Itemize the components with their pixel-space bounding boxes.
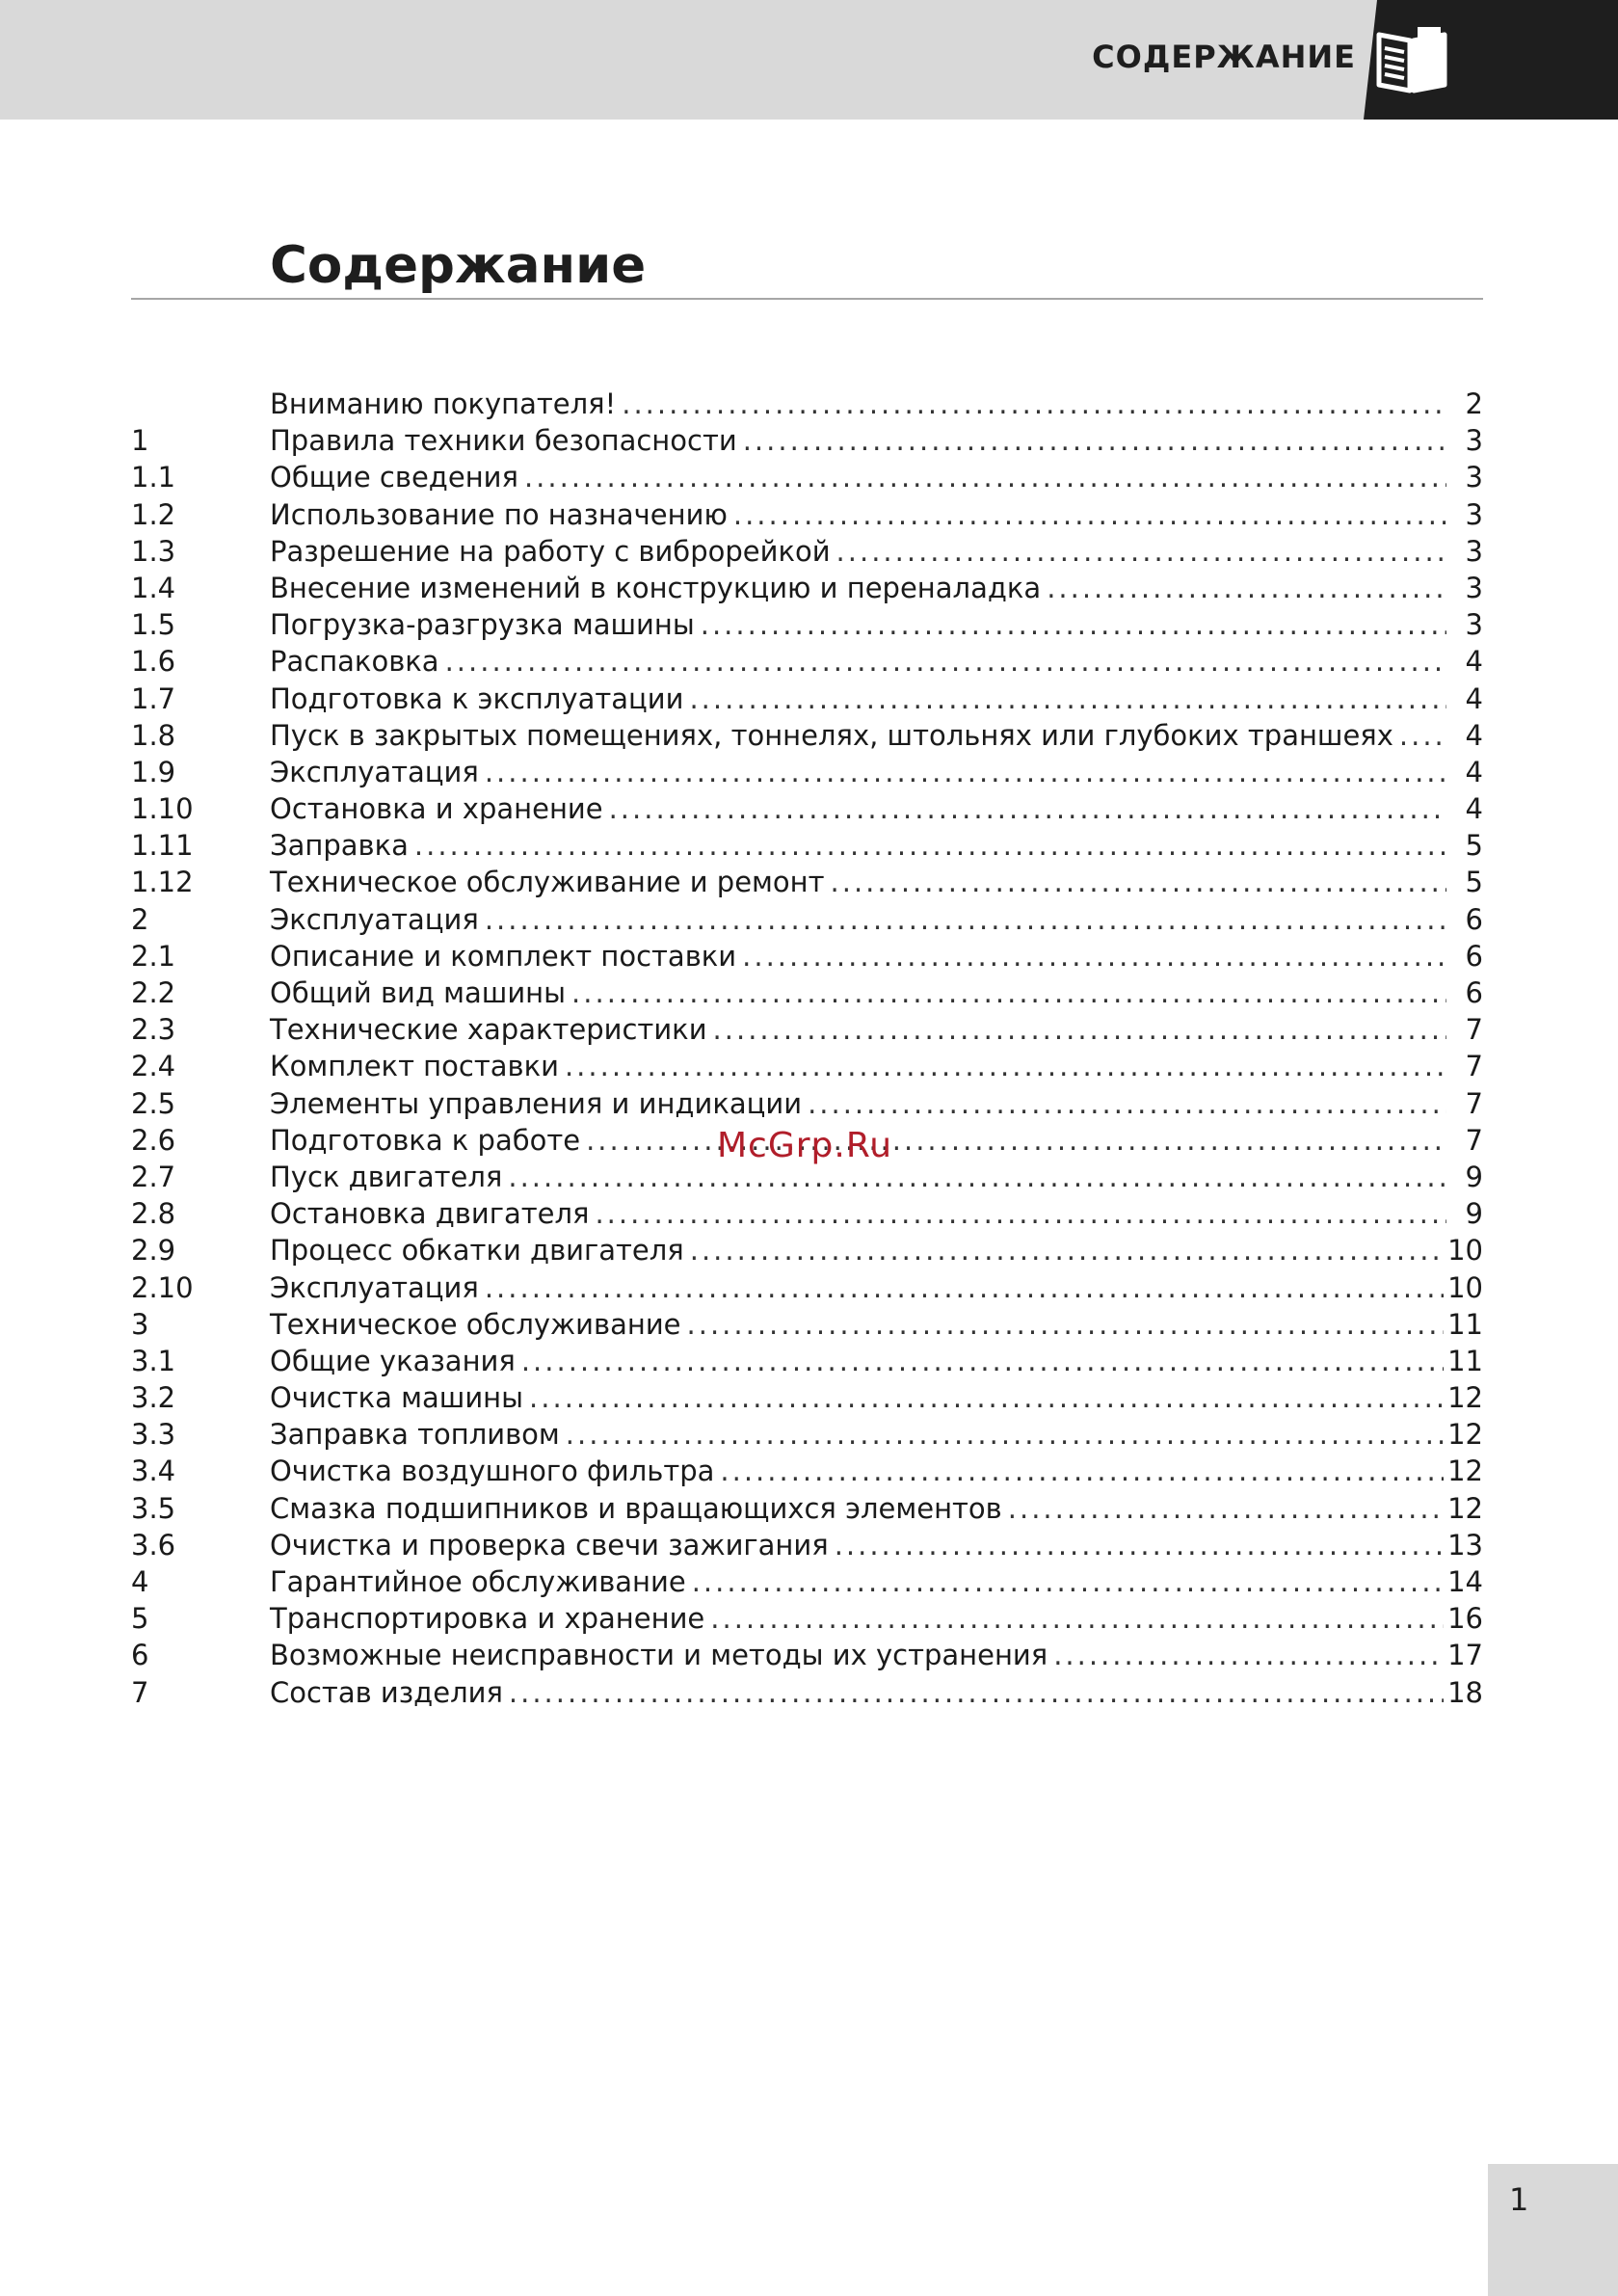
toc-page-number: 5 [1465,829,1483,863]
toc-section-title: Смазка подшипников и вращающихся элементов [270,1491,1002,1525]
toc-section-number: 1.1 [131,461,176,494]
toc-dot-leader [586,1122,1446,1159]
toc-dot-leader [521,1343,1444,1379]
toc-section-number: 2.10 [131,1270,194,1304]
toc-dot-leader [571,974,1446,1011]
toc-section-title: Заправка [270,829,409,863]
book-icon [1373,23,1450,94]
toc-section-title: Элементы управления и индикации [270,1086,803,1120]
toc-page-number: 3 [1465,534,1483,568]
page-title: Содержание [270,236,647,295]
toc-section-number: 1.4 [131,571,176,604]
toc-section-title: Комплект поставки [270,1050,559,1083]
toc-row[interactable] [131,938,1483,974]
toc-section-title: Эксплуатация [270,1270,479,1304]
toc-page-number: 3 [1465,571,1483,604]
toc-section-title: Подготовка к работе [270,1123,581,1157]
toc-dot-leader [445,643,1446,680]
toc-section-number: 2.8 [131,1197,176,1231]
toc-page-number: 11 [1447,1307,1483,1341]
toc-row[interactable] [131,717,1483,754]
toc-page-number: 5 [1465,866,1483,899]
toc-dot-leader [1053,1637,1444,1673]
toc-section-number: 3.3 [131,1418,176,1452]
toc-section-title: Остановка и хранение [270,792,603,826]
toc-dot-leader [595,1195,1446,1232]
toc-section-number: 3.1 [131,1344,176,1377]
toc-section-title: Возможные неисправности и методы их устранения [270,1639,1048,1672]
toc-section-number: 1.10 [131,792,194,826]
toc-dot-leader [713,1011,1446,1048]
toc-section-title: Техническое обслуживание [270,1307,681,1341]
toc-section-title: Остановка двигателя [270,1197,590,1231]
toc-row[interactable] [131,754,1483,790]
toc-page-number: 4 [1465,755,1483,788]
toc-section-title: Транспортировка и хранение [270,1602,705,1636]
toc-row[interactable] [131,422,1483,459]
toc-section-title: Заправка топливом [270,1418,560,1452]
toc-dot-leader [742,938,1446,974]
toc-page-number: 6 [1465,902,1483,936]
toc-row[interactable] [131,1563,1483,1600]
toc-section-title: Эксплуатация [270,755,479,788]
toc-dot-leader [808,1085,1446,1122]
toc-page-number: 14 [1447,1565,1483,1598]
toc-section-title: Разрешение на работу с виброрейкой [270,534,831,568]
toc-row[interactable] [131,1527,1483,1563]
toc-section-title: Очистка и проверка свечи зажигания [270,1528,829,1562]
toc-section-number: 1.7 [131,681,176,715]
toc-row[interactable] [131,643,1483,680]
toc-row[interactable] [131,681,1483,717]
toc-page-number: 10 [1447,1270,1483,1304]
toc-row[interactable] [131,386,1483,422]
title-divider [131,298,1483,300]
toc-section-number: 1.8 [131,718,176,752]
toc-row[interactable] [131,864,1483,900]
toc-dot-leader [485,754,1446,790]
toc-section-title: Состав изделия [270,1675,503,1709]
toc-dot-leader [622,386,1446,422]
toc-dot-leader [529,1379,1444,1416]
toc-section-number: 1.6 [131,645,176,679]
toc-dot-leader [609,790,1446,827]
toc-section-title: Гарантийное обслуживание [270,1565,686,1598]
toc-row[interactable] [131,901,1483,938]
toc-dot-leader [710,1600,1444,1637]
toc-section-title: Общий вид машины [270,976,567,1009]
toc-section-number: 3.5 [131,1491,176,1525]
toc-section-number: 1.2 [131,497,176,531]
toc-section-title: Пуск в закрытых помещениях, тоннелях, штольнях или глубоких траншеях [270,718,1393,752]
toc-page-number: 7 [1465,1050,1483,1083]
toc-row[interactable] [131,1453,1483,1489]
toc-dot-leader [720,1453,1444,1489]
toc-dot-leader [836,533,1446,570]
toc-dot-leader [689,681,1446,717]
table-of-contents [131,386,1483,1711]
toc-page-number: 12 [1447,1491,1483,1525]
toc-page-number: 4 [1465,718,1483,752]
toc-row[interactable] [131,1674,1483,1711]
toc-row[interactable] [131,1600,1483,1637]
toc-section-title: Погрузка-разгрузка машины [270,608,695,642]
toc-section-number: 2.2 [131,976,176,1009]
toc-section-title: Вниманию покупателя! [270,387,617,420]
toc-row[interactable] [131,1269,1483,1306]
toc-dot-leader [692,1563,1444,1600]
toc-section-number: 2.1 [131,939,176,973]
toc-section-number: 2.6 [131,1123,176,1157]
toc-row[interactable] [131,1195,1483,1232]
toc-dot-leader [508,1159,1446,1195]
toc-dot-leader [414,827,1446,864]
section-label: СОДЕРЖАНИЕ [1092,39,1356,75]
toc-section-number: 7 [131,1675,149,1709]
toc-row[interactable] [131,533,1483,570]
toc-page-number: 6 [1465,939,1483,973]
toc-section-number: 3.6 [131,1528,176,1562]
toc-dot-leader [701,606,1446,643]
toc-page-number: 4 [1465,792,1483,826]
toc-page-number: 4 [1465,681,1483,715]
toc-dot-leader [566,1416,1444,1453]
toc-section-number: 2.7 [131,1160,176,1193]
toc-page-number: 7 [1465,1086,1483,1120]
toc-section-title: Правила техники безопасности [270,424,737,458]
toc-page-number: 12 [1447,1455,1483,1488]
toc-section-number: 2 [131,902,149,936]
toc-section-title: Технические характеристики [270,1013,707,1047]
watermark: McGrp.Ru [717,1126,893,1165]
toc-section-title: Использование по назначению [270,497,728,531]
toc-section-number: 1.12 [131,866,194,899]
toc-page-number: 13 [1447,1528,1483,1562]
toc-dot-leader [509,1674,1444,1711]
toc-section-title: Распаковка [270,645,439,679]
page-number-box [1488,2164,1618,2296]
toc-section-number: 5 [131,1602,149,1636]
toc-section-title: Процесс обкатки двигателя [270,1234,684,1268]
toc-dot-leader [485,1269,1444,1306]
toc-page-number: 6 [1465,976,1483,1009]
toc-section-number: 2.3 [131,1013,176,1047]
toc-dot-leader [733,496,1446,533]
toc-row[interactable] [131,459,1483,495]
toc-section-title: Очистка воздушного фильтра [270,1455,715,1488]
toc-dot-leader [687,1306,1445,1343]
toc-page-number: 10 [1447,1234,1483,1268]
toc-section-title: Подготовка к эксплуатации [270,681,684,715]
toc-dot-leader [524,459,1446,495]
toc-section-number: 1 [131,424,149,458]
toc-row[interactable] [131,974,1483,1011]
page-number: 1 [1509,2181,1529,2218]
toc-page-number: 18 [1447,1675,1483,1709]
toc-page-number: 9 [1465,1160,1483,1193]
toc-row[interactable] [131,570,1483,606]
toc-row[interactable] [131,606,1483,643]
toc-section-number: 2.5 [131,1086,176,1120]
toc-page-number: 17 [1447,1639,1483,1672]
toc-page-number: 3 [1465,497,1483,531]
toc-section-title: Общие сведения [270,461,518,494]
toc-row[interactable] [131,1306,1483,1343]
toc-section-number: 2.4 [131,1050,176,1083]
toc-section-title: Техническое обслуживание и ремонт [270,866,825,899]
toc-row[interactable] [131,1048,1483,1084]
toc-page-number: 3 [1465,608,1483,642]
toc-section-title: Эксплуатация [270,902,479,936]
toc-page-number: 2 [1465,387,1483,420]
toc-dot-leader [835,1527,1444,1563]
toc-section-number: 1.5 [131,608,176,642]
toc-row[interactable] [131,1416,1483,1453]
toc-dot-leader [743,422,1446,459]
toc-section-number: 3 [131,1307,149,1341]
toc-dot-leader [690,1232,1444,1268]
toc-page-number: 16 [1447,1602,1483,1636]
toc-section-title: Внесение изменений в конструкцию и переналадка [270,571,1042,604]
toc-row[interactable] [131,1232,1483,1268]
toc-section-number: 6 [131,1639,149,1672]
toc-page-number: 12 [1447,1381,1483,1415]
toc-page-number: 7 [1465,1013,1483,1047]
toc-section-title: Общие указания [270,1344,516,1377]
toc-page-number: 3 [1465,461,1483,494]
toc-page-number: 4 [1465,645,1483,679]
toc-page-number: 7 [1465,1123,1483,1157]
toc-section-number: 3.4 [131,1455,176,1488]
toc-dot-leader [1399,717,1446,754]
toc-row[interactable] [131,827,1483,864]
toc-dot-leader [485,901,1446,938]
toc-row[interactable] [131,1011,1483,1048]
toc-row[interactable] [131,1490,1483,1527]
toc-page-number: 11 [1447,1344,1483,1377]
toc-page-number: 9 [1465,1197,1483,1231]
toc-row[interactable] [131,496,1483,533]
toc-dot-leader [1047,570,1446,606]
toc-dot-leader [831,864,1446,900]
toc-row[interactable] [131,1085,1483,1122]
toc-dot-leader [565,1048,1446,1084]
toc-section-number: 4 [131,1565,149,1598]
toc-row[interactable] [131,790,1483,827]
toc-section-title: Очистка машины [270,1381,524,1415]
toc-row[interactable] [131,1343,1483,1379]
toc-page-number: 12 [1447,1418,1483,1452]
toc-section-number: 1.3 [131,534,176,568]
toc-section-title: Пуск двигателя [270,1160,503,1193]
toc-page-number: 3 [1465,424,1483,458]
toc-section-title: Описание и комплект поставки [270,939,737,973]
toc-section-number: 3.2 [131,1381,176,1415]
toc-section-number: 1.9 [131,755,176,788]
toc-row[interactable] [131,1637,1483,1673]
toc-section-number: 2.9 [131,1234,176,1268]
toc-section-number: 1.11 [131,829,194,863]
toc-dot-leader [1008,1490,1444,1527]
toc-row[interactable] [131,1379,1483,1416]
